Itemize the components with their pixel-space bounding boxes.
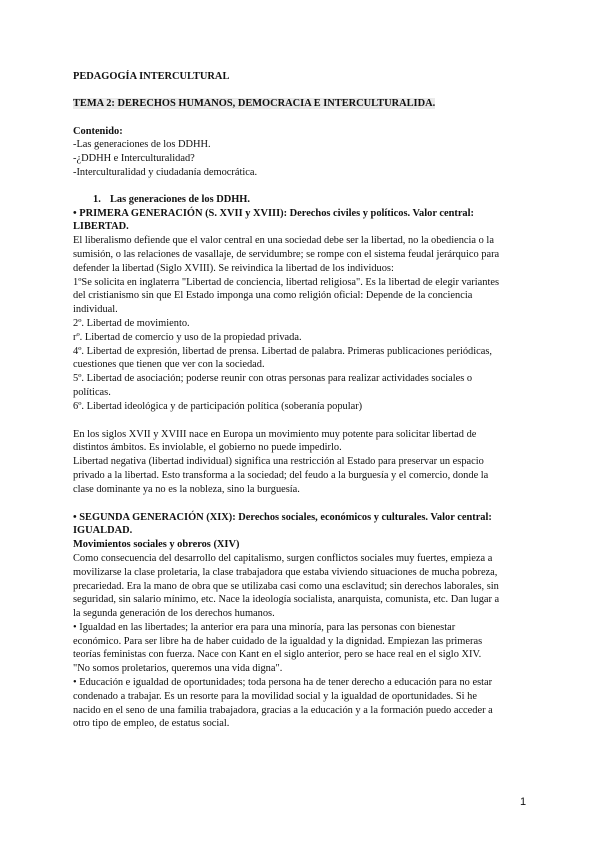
contents-heading: Contenido: <box>73 125 123 137</box>
generation-2-subheading: Movimientos sociales y obreros (XIV) <box>73 539 240 551</box>
topic-title-text: TEMA 2: DERECHOS HUMANOS, DEMOCRACIA E INTERCULTURALIDA. <box>73 97 436 109</box>
text-line: otro tipo de empleo, de estatus social. <box>73 718 230 730</box>
generation-2-body <box>73 552 533 731</box>
text-line: movilizarse la clase proletaria, la clase trabajadora que estaba viviendo situaciones de mucha pobreza, <box>73 566 498 578</box>
topic-title <box>73 97 533 111</box>
text-line: -Interculturalidad y ciudadanía democrática. <box>73 166 258 178</box>
generation-1-body-continued <box>73 428 533 497</box>
generation-1-heading: • PRIMERA GENERACIÓN (S. XVII y XVIII): Derechos civiles y políticos. Valor central: <box>73 207 474 219</box>
text-line: clase dominante ya no es la nobleza, sino la burguesía. <box>73 483 300 495</box>
text-line: 1ºSe solicita en inglaterra "Libertad de conciencia, libertad religiosa". Es la libertad de elegir variantes <box>73 276 500 288</box>
text-line: condenado a trabajar. Es un resorte para la movilidad social y la igualdad de oportunidades. Si he <box>73 690 477 702</box>
page-content <box>73 70 533 731</box>
contents-list <box>73 138 533 179</box>
section-title: Las generaciones de los DDHH. <box>110 193 250 205</box>
text-line: 2º. Libertad de movimiento. <box>73 317 190 329</box>
course-title: PEDAGOGÍA INTERCULTURAL <box>73 71 230 82</box>
text-line: • Educación e igualdad de oportunidades; toda persona ha de tener derecho a educación para no estar <box>73 677 493 689</box>
text-line: • Igualdad en las libertades; la anterior era para una minoría, para las personas con bienestar <box>73 621 456 633</box>
page-number: 1 <box>520 796 527 808</box>
text-line: nacido en el seno de una familia trabajadora, gracias a la educación y a la formación puedo acceder a <box>73 704 493 716</box>
generation-1-heading-value: LIBERTAD. <box>73 221 129 233</box>
text-line: 6º. Libertad ideológica y de participación política (soberanía popular) <box>73 400 363 412</box>
text-line: políticas. <box>73 386 111 398</box>
text-line: -¿DDHH e Interculturalidad? <box>73 153 195 165</box>
generation-1-body <box>73 234 533 413</box>
text-line: "No somos proletarios, queremos una vida digna". <box>73 663 283 675</box>
text-line: El liberalismo defiende que el valor central en una sociedad debe ser la libertad, no la obediencia o la <box>73 235 494 247</box>
text-line: defender la libertad (Siglo XVIII). Se reivindica la libertad de los individuos: <box>73 262 394 274</box>
text-line: sumisión, o las relaciones de vasallaje, de servidumbre; se rompe con el sistema feudal jerárquico para <box>73 248 500 260</box>
text-line: seguridad, sin salario mínimo, etc. Nace la ideología socialista, anarquista, comunista, etc. Dan lugar a <box>73 594 500 606</box>
text-line: Como consecuencia del desarrollo del capitalismo, surgen conflictos sociales muy fuertes, empieza a <box>73 552 493 564</box>
text-line: En los siglos XVII y XVIII nace en Europa un movimiento muy potente para solicitar libertad de <box>73 428 477 440</box>
section-heading <box>73 193 533 207</box>
text-line: teorías feministas con fuerza. Nace con Kant en el siglo anterior, pero se hace real en el siglo XIV. <box>73 649 482 661</box>
text-line: 4º. Libertad de expresión, libertad de prensa. Libertad de palabra. Primeras publicaciones periódicas, <box>73 345 492 357</box>
text-line: distintos ámbitos. Es inviolable, el gobierno no puede impedirlo. <box>73 442 342 454</box>
generation-2-heading-value: IGUALDAD. <box>73 525 133 537</box>
text-line: individual. <box>73 304 118 316</box>
text-line: privado a la libertad. Esto transforma a la sociedad; del feudo a la burguesía y el comercio, donde la <box>73 469 489 481</box>
generation-2-heading: • SEGUNDA GENERACIÓN (XIX): Derechos sociales, económicos y culturales. Valor central: <box>73 511 492 523</box>
text-line: económico. Para ser libre ha de haber cuidado de la igualdad y la dignidad. Empiezan las primeras <box>73 635 483 647</box>
text-line: Libertad negativa (libertad individual) significa una restricción al Estado para preservar un espacio <box>73 456 484 468</box>
text-line: cuestiones que tienen que ver con la sociedad. <box>73 359 265 371</box>
text-line: del cristianismo sin que El Estado imponga una como religión oficial: Depende de la conciencia <box>73 290 473 302</box>
text-line: 5º. Libertad de asociación; poderse reunir con otras personas para realizar actividades sociales o <box>73 373 473 385</box>
text-line: -Las generaciones de los DDHH. <box>73 139 211 151</box>
section-number: 1. <box>93 193 101 205</box>
text-line: la segunda generación de los derechos humanos. <box>73 608 275 620</box>
text-line: rº. Libertad de comercio y uso de la propiedad privada. <box>73 331 302 343</box>
text-line: precariedad. Era la mano de obra que se utilizaba casi como una esclavitud; sin derechos laborales, sin <box>73 580 499 592</box>
